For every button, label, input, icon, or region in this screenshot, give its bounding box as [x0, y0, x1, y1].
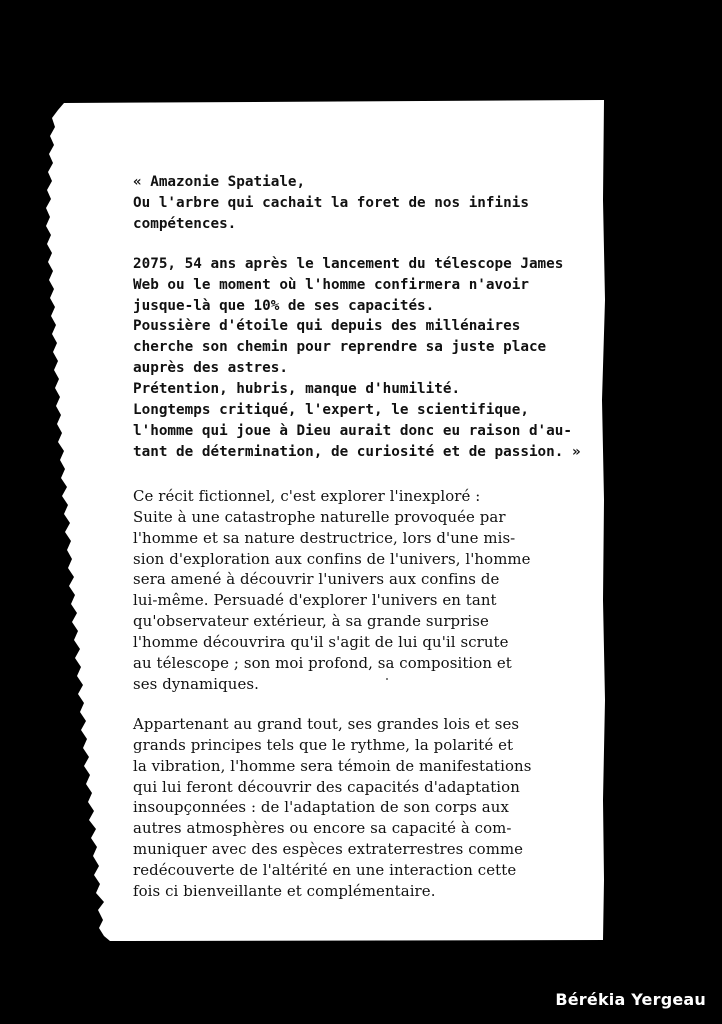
author-signature: Bérékia Yergeau — [555, 990, 706, 1009]
document-text — [133, 172, 581, 902]
quote-title-block — [133, 172, 573, 235]
text-line: qu'observateur extérieur, à sa grande surprise — [133, 612, 489, 631]
text-line: Ou l'arbre qui cachait la foret de nos infinis — [133, 194, 529, 211]
text-line: Appartenant au grand tout, ses grandes lois et ses — [133, 714, 520, 733]
text-line: sion d'exploration aux confins de l'univers, l'homme — [133, 549, 531, 568]
text-line: fois ci bienveillante et complémentaire. — [133, 882, 436, 901]
text-line: redécouverte de l'altérité en une interaction cette — [133, 861, 517, 880]
spacer — [133, 695, 573, 714]
text-line: la vibration, l'homme sera témoin de manifestations — [133, 756, 532, 775]
text-line: l'homme et sa nature destructrice, lors d'une mis- — [133, 528, 516, 547]
ink-speck — [386, 678, 388, 680]
text-line: autres atmosphères ou encore sa capacité à com- — [133, 819, 512, 838]
text-line: insoupçonnées : de l'adaptation de son corps aux — [133, 798, 509, 817]
text-line: Ce récit fictionnel, c'est explorer l'inexploré : — [133, 486, 481, 505]
text-line: Longtemps critiqué, l'expert, le scientifique, — [133, 402, 529, 419]
text-line: Poussière d'étoile qui depuis des millénaires — [133, 318, 521, 335]
text-line: cherche son chemin pour reprendre sa juste place — [133, 339, 547, 356]
paragraph-1 — [133, 486, 573, 695]
text-line: 2075, 54 ans après le lancement du télescope James — [133, 255, 564, 272]
spacer — [133, 235, 573, 254]
text-line: tant de détermination, de curiosité et de passion. » — [133, 443, 581, 460]
text-line: muniquer avec des espèces extraterrestres comme — [133, 840, 524, 859]
text-line: l'homme découvrira qu'il s'agit de lui qu'il scrute — [133, 633, 509, 652]
text-line: compétences. — [133, 215, 237, 232]
text-line: jusque-là que 10% de ses capacités. — [133, 297, 435, 314]
text-line: grands principes tels que le rythme, la polarité et — [133, 735, 514, 754]
text-line: Suite à une catastrophe naturelle provoquée par — [133, 507, 506, 526]
text-line: l'homme qui joue à Dieu aurait donc eu raison d'au- — [133, 422, 572, 439]
text-line: Web ou le moment où l'homme confirmera n'avoir — [133, 276, 529, 293]
text-line: au télescope ; son moi profond, sa composition et — [133, 654, 512, 673]
intro-quote-block — [133, 254, 581, 463]
paragraph-2 — [133, 714, 573, 902]
text-line: lui-même. Persuadé d'explorer l'univers en tant — [133, 591, 497, 610]
text-line: « Amazonie Spatiale, — [133, 174, 306, 190]
text-line: Prétention, hubris, manque d'humilité. — [133, 381, 461, 398]
text-line: auprès des astres. — [133, 360, 288, 377]
text-line: ses dynamiques. — [133, 674, 259, 693]
text-line: sera amené à découvrir l'univers aux confins de — [133, 570, 500, 589]
spacer — [133, 463, 573, 486]
text-line: qui lui feront découvrir des capacités d'adaptation — [133, 777, 520, 796]
